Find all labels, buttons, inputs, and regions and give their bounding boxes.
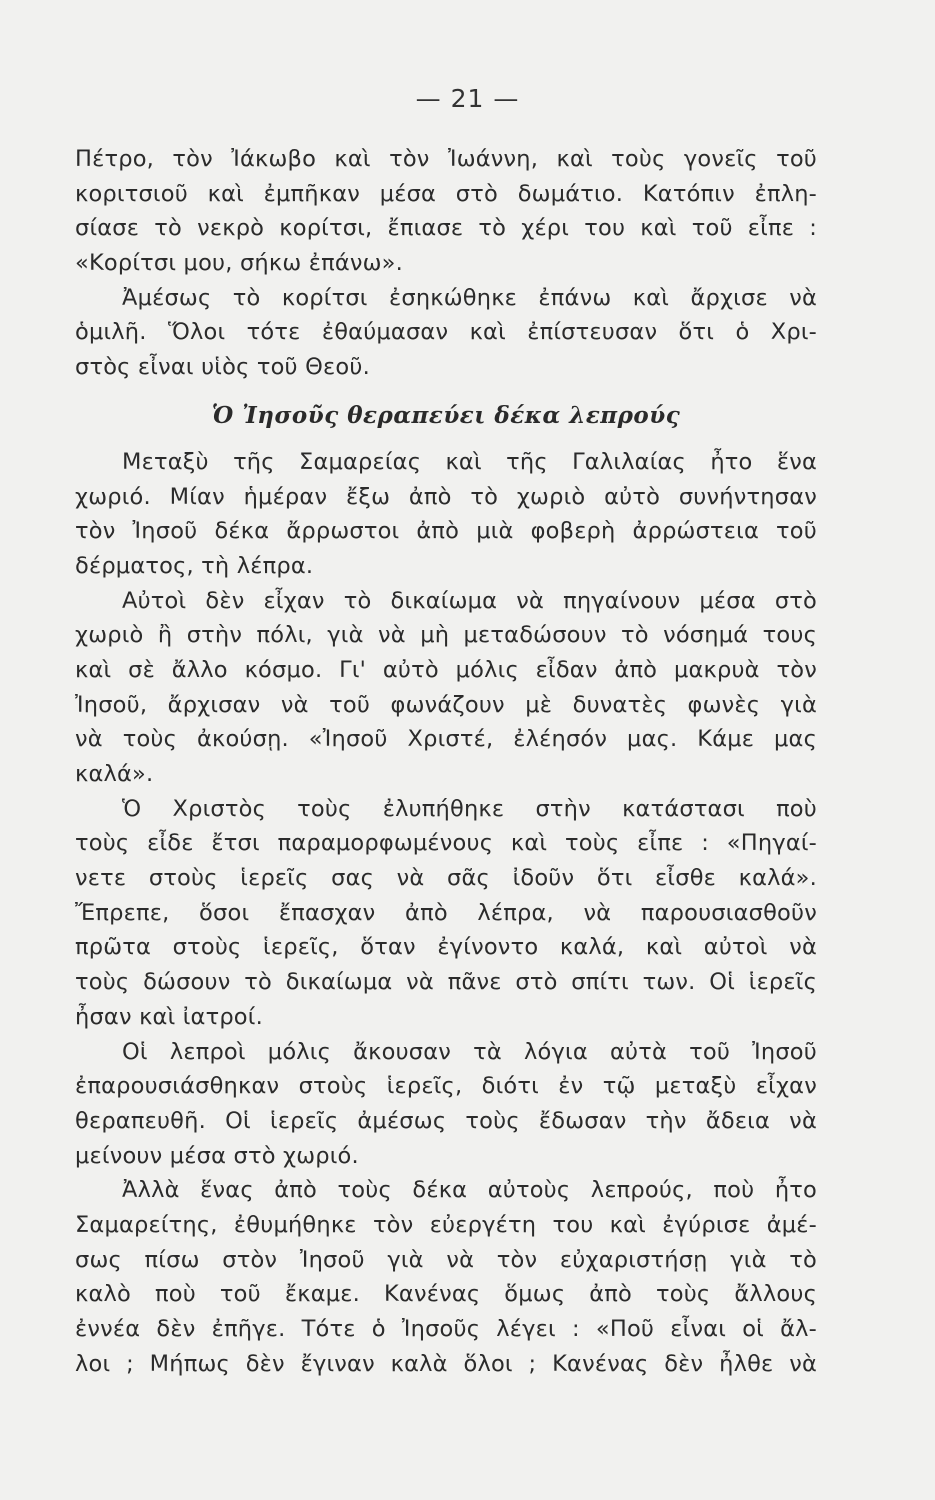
text-line: χωριό. Μίαν ἡμέραν ἔξω ἀπὸ τὸ χωριὸ αὐτὸ συνήντησαν — [75, 483, 817, 510]
text-line: τοὺς εἶδε ἔτσι παραμορφωμένους καὶ τοὺς εἶπε : «Πηγαί- — [75, 830, 817, 857]
text-line: στὸς εἶναι υἱὸς τοῦ Θεοῦ. — [75, 354, 370, 381]
text-line: κοριτσιοῦ καὶ ἐμπῆκαν μέσα στὸ δωμάτιο. Κατόπιν ἐπλη- — [75, 180, 817, 207]
text-line: ὁμιλῆ. Ὅλοι τότε ἐθαύμασαν καὶ ἐπίστευσαν ὅτι ὁ Χρι- — [75, 319, 817, 346]
text-line: Αὐτοὶ δὲν εἶχαν τὸ δικαίωμα νὰ πηγαίνουν μέσα στὸ — [122, 587, 817, 614]
text-line: μείνουν μέσα στὸ χωριό. — [75, 1142, 359, 1169]
passage-before-heading — [75, 142, 817, 385]
text-line: Οἱ λεπροὶ μόλις ἄκουσαν τὰ λόγια αὐτὰ τοῦ Ἰησοῦ — [122, 1038, 817, 1065]
text-line: Ἀμέσως τὸ κορίτσι ἐσηκώθηκε ἐπάνω καὶ ἄρχισε νὰ — [122, 284, 817, 311]
section-heading: Ὁ Ἰησοῦς θεραπεύει δέκα λεπρούς — [211, 401, 681, 429]
text-line: καλὸ ποὺ τοῦ ἔκαμε. Κανένας ὅμως ἀπὸ τοὺς ἄλλους — [75, 1281, 817, 1308]
text-line: Πέτρο, τὸν Ἰάκωβο καὶ τὸν Ἰωάννη, καὶ τοὺς γονεῖς τοῦ — [75, 146, 817, 172]
text-line: καὶ σὲ ἄλλο κόσμο. Γι' αὐτὸ μόλις εἶδαν ἀπὸ μακρυὰ τὸν — [75, 656, 817, 683]
text-line: ἐπαρουσιάσθηκαν στοὺς ἱερεῖς, διότι ἐν τῷ μεταξὺ εἶχαν — [75, 1073, 817, 1100]
text-line: Ὁ Χριστὸς τοὺς ἐλυπήθηκε στὴν κατάστασι ποὺ — [122, 795, 817, 822]
text-line: σως πίσω στὸν Ἰησοῦ γιὰ νὰ τὸν εὐχαριστήσῃ γιὰ τὸ — [75, 1246, 817, 1273]
passage-after-heading — [75, 445, 817, 1382]
text-line: «Κορίτσι μου, σήκω ἐπάνω». — [75, 250, 404, 277]
text-line: θεραπευθῆ. Οἱ ἱερεῖς ἀμέσως τοὺς ἔδωσαν τὴν ἄδεια νὰ — [75, 1107, 817, 1134]
text-line: Ἔπρεπε, ὅσοι ἔπασχαν ἀπὸ λέπρα, νὰ παρουσιασθοῦν — [75, 899, 817, 926]
text-line: δέρματος, τὴ λέπρα. — [75, 552, 314, 579]
text-line: καλά». — [75, 761, 154, 787]
text-line: χωριὸ ἢ στὴν πόλι, γιὰ νὰ μὴ μεταδώσουν τὸ νόσημά τους — [75, 622, 817, 649]
text-line: λοι ; Μήπως δὲν ἔγιναν καλὰ ὅλοι ; Κανένας δὲν ἦλθε νὰ — [75, 1350, 817, 1377]
text-line: νετε στοὺς ἱερεῖς σας νὰ σᾶς ἰδοῦν ὅτι εἶσθε καλά». — [75, 865, 817, 892]
text-line: τὸν Ἰησοῦ δέκα ἄρρωστοι ἀπὸ μιὰ φοβερὴ ἀρρώστεια τοῦ — [75, 518, 817, 545]
text-line: νὰ τοὺς ἀκούσῃ. «Ἰησοῦ Χριστέ, ἐλέησόν μας. Κάμε μας — [75, 726, 817, 753]
body-text — [75, 142, 817, 1381]
text-line: ἦσαν καὶ ἰατροί. — [75, 1003, 263, 1030]
text-line: σίασε τὸ νεκρὸ κορίτσι, ἔπιασε τὸ χέρι του καὶ τοῦ εἶπε : — [75, 215, 817, 242]
text-line: Σαμαρείτης, ἐθυμήθηκε τὸν εὐεργέτη του καὶ ἐγύρισε ἀμέ- — [75, 1211, 817, 1238]
text-line: τοὺς δώσουν τὸ δικαίωμα νὰ πᾶνε στὸ σπίτι των. Οἱ ἱερεῖς — [75, 969, 817, 996]
text-line: πρῶτα στοὺς ἱερεῖς, ὅταν ἐγίνοντο καλά, καὶ αὐτοὶ νὰ — [75, 934, 817, 961]
text-line: Ἀλλὰ ἕνας ἀπὸ τοὺς δέκα αὐτοὺς λεπρούς, ποὺ ἦτο — [122, 1177, 817, 1204]
page-number: — 21 — — [415, 84, 520, 113]
text-line: Ἰησοῦ, ἄρχισαν νὰ τοῦ φωνάζουν μὲ δυνατὲς φωνὲς γιὰ — [75, 691, 817, 718]
text-line: ἐννέα δὲν ἐπῆγε. Τότε ὁ Ἰησοῦς λέγει : «Ποῦ εἶναι οἱ ἄλ- — [75, 1316, 817, 1342]
text-line: Μεταξὺ τῆς Σαμαρείας καὶ τῆς Γαλιλαίας ἦτο ἕνα — [122, 448, 817, 475]
